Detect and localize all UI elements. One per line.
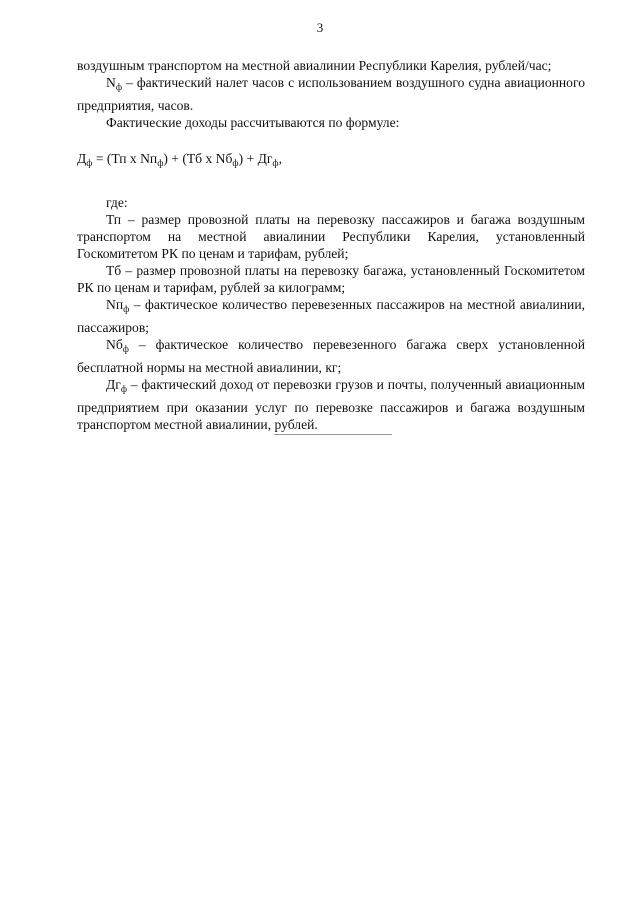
definition-text: – фактическое количество перевезенных пассажиров на местной авиалинии, пассажиров; <box>77 297 585 335</box>
where-label: где: <box>106 195 128 210</box>
definition-tb: Тб – размер провозной платы на перевозку багажа, установленный Госкомитетом РК по ценам и тарифам, рублей за килограмм; <box>77 263 585 295</box>
page-number: 3 <box>316 20 324 35</box>
subscript: ф <box>120 385 128 395</box>
symbol: Дг <box>106 377 121 392</box>
definition-text: – фактический доход от перевозки грузов и почты, полученный авиационным предприятием при оказании услуг по перевозке пассажиров и багажа воздушным транспортом местной авиалинии, рублей. <box>77 377 585 432</box>
subscript: ф <box>157 159 164 169</box>
end-divider <box>274 434 392 435</box>
definition-tp: Тп – размер провозной платы на перевозку пассажиров и багажа воздушным транспортом на местной авиалинии Республики Карелия, установленный Госкомитетом РК по ценам и тарифам, рублей; <box>77 212 585 261</box>
definition-nb <box>77 336 585 376</box>
formula-part: , <box>278 151 282 166</box>
symbol: Nб <box>106 337 123 352</box>
symbol: Nп <box>106 297 124 312</box>
subscript: ф <box>123 305 130 315</box>
formula-intro: Фактические доходы рассчитываются по формуле: <box>106 115 400 130</box>
subscript: ф <box>115 83 122 93</box>
subscript: ф <box>272 159 279 169</box>
formula-part: ) + (Тб х Nб <box>163 151 233 166</box>
definition-np <box>77 296 585 336</box>
subscript: ф <box>122 345 129 355</box>
definition-text: – фактическое количество перевезенного багажа сверх установленной бесплатной нормы на местной авиалинии, кг; <box>77 337 585 375</box>
formula <box>77 150 585 173</box>
formula-part: = (Тп х Nп <box>92 151 158 166</box>
formula-part: ) + Дг <box>238 151 273 166</box>
formula-part: Д <box>77 151 87 166</box>
definition-text: – фактический налет часов с использованием воздушного судна авиационного предприятия, часов. <box>77 75 585 113</box>
symbol: N <box>106 75 116 90</box>
definition-dg <box>77 376 585 433</box>
subscript: ф <box>86 159 93 169</box>
document-body <box>77 57 585 433</box>
subscript: ф <box>232 159 239 169</box>
definition-n-fact <box>77 74 585 114</box>
paragraph-continuation: воздушным транспортом на местной авиалинии Республики Карелия, рублей/час; <box>77 58 552 73</box>
